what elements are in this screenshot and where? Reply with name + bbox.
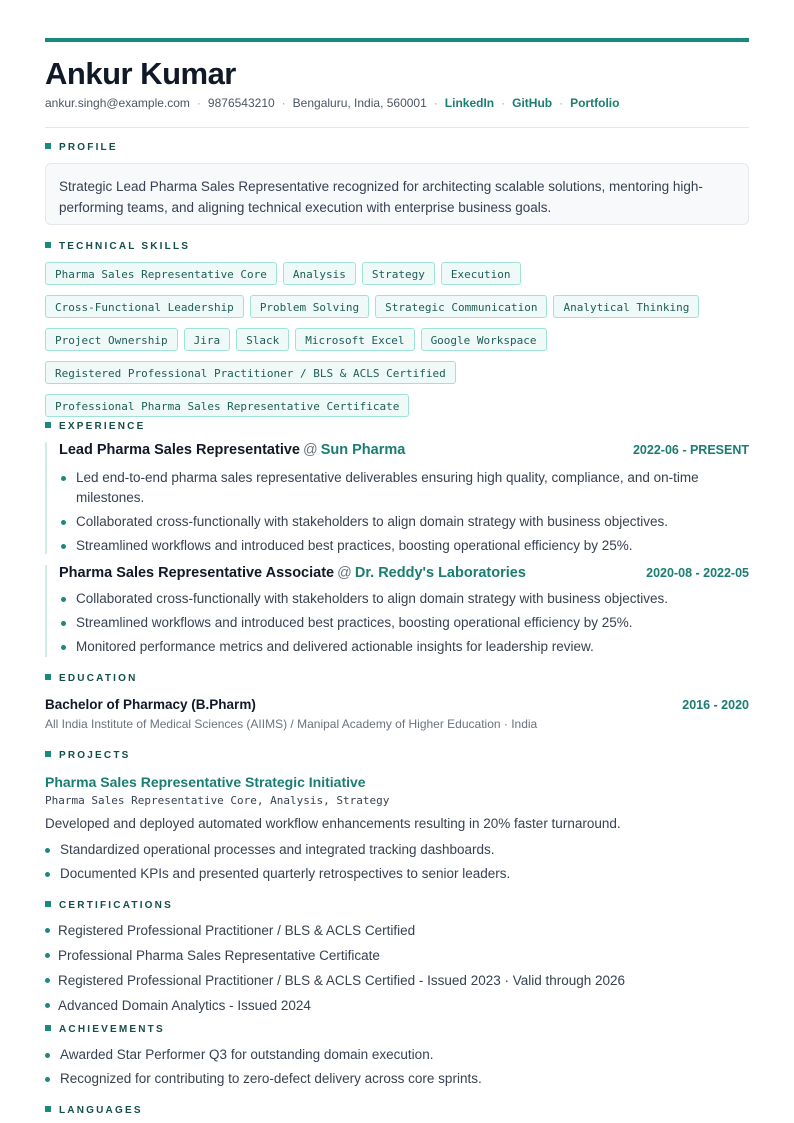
- company-name: Sun Pharma: [320, 442, 406, 458]
- section-title-profile: PROFILE: [45, 142, 118, 153]
- at-sign: @: [337, 565, 352, 581]
- certification-list: [58, 921, 625, 1021]
- separator: ·: [281, 96, 286, 110]
- square-bullet-icon: [45, 1025, 51, 1031]
- skill-chip: Microsoft Excel: [295, 328, 414, 351]
- square-bullet-icon: [45, 901, 51, 907]
- email[interactable]: ankur.singh@example.com: [45, 96, 190, 110]
- skill-chip: Cross-Functional Leadership: [45, 295, 244, 318]
- project-bullets: [60, 840, 510, 888]
- square-bullet-icon: [45, 751, 51, 757]
- list-item: Led end-to-end pharma sales representative deliverables ensuring high quality, compliance, and on-time milestones.: [76, 468, 736, 508]
- at-sign: @: [302, 442, 318, 458]
- skill-chip: Strategy: [362, 262, 435, 285]
- skill-chip: Strategic Communication: [375, 295, 547, 318]
- list-item: Streamlined workflows and introduced best practices, boosting operational efficiency by 25%.: [76, 613, 736, 633]
- list-item: Awarded Star Performer Q3 for outstanding domain execution.: [60, 1045, 482, 1065]
- section-title-languages: LANGUAGES: [45, 1105, 143, 1116]
- header-divider: [45, 127, 749, 128]
- list-item: Documented KPIs and presented quarterly retrospectives to senior leaders.: [60, 864, 510, 884]
- job-dates: 2022-06 - PRESENT: [632, 443, 749, 457]
- list-item: Standardized operational processes and integrated tracking dashboards.: [60, 840, 510, 860]
- profile-box: [45, 163, 749, 225]
- skill-chip: Pharma Sales Representative Core: [45, 262, 277, 285]
- job-dates: 2020-08 - 2022-05: [646, 566, 749, 580]
- skill-chip: Slack: [236, 328, 289, 351]
- separator: ·: [433, 96, 438, 110]
- section-title-experience: EXPERIENCE: [45, 421, 145, 432]
- job-bullets: [76, 468, 736, 560]
- skill-chip: Analytical Thinking: [553, 295, 699, 318]
- job-bullets: [76, 589, 736, 661]
- skills-list: [45, 262, 749, 417]
- separator: ·: [501, 96, 506, 110]
- school: All India Institute of Medical Sciences (AIIMS) / Manipal Academy of Higher Education · India: [45, 717, 538, 731]
- skill-chip: Analysis: [283, 262, 356, 285]
- skill-chip: Problem Solving: [250, 295, 369, 318]
- job-title: Pharma Sales Representative Associate: [59, 565, 335, 581]
- skill-chip: Google Workspace: [421, 328, 547, 351]
- section-title-achievements: ACHIEVEMENTS: [45, 1024, 165, 1035]
- candidate-name: Ankur Kumar: [45, 56, 236, 91]
- list-item: Collaborated cross-functionally with stakeholders to align domain strategy with business objectives.: [76, 512, 736, 532]
- skill-chip: Jira: [184, 328, 231, 351]
- job-title: Lead Pharma Sales Representative: [59, 442, 300, 458]
- list-item: Professional Pharma Sales Representative Certificate: [58, 946, 625, 966]
- profile-summary: Strategic Lead Pharma Sales Representative recognized for architecting scalable solutions, mentoring high-performing teams, and aligning technical execution with enterprise business goals.: [59, 179, 703, 215]
- job-heading: [59, 565, 526, 581]
- skill-chip: Professional Pharma Sales Representative Certificate: [45, 394, 409, 417]
- education-dates: 2016 - 2020: [682, 698, 749, 712]
- contact-line: [45, 96, 619, 110]
- degree: Bachelor of Pharmacy (B.Pharm): [45, 697, 256, 712]
- company-name: Dr. Reddy's Laboratories: [354, 565, 526, 581]
- job-heading: [59, 442, 405, 458]
- list-item: Streamlined workflows and introduced best practices, boosting operational efficiency by 25%.: [76, 536, 736, 556]
- project-tech: Pharma Sales Representative Core, Analysis, Strategy: [45, 794, 390, 807]
- square-bullet-icon: [45, 143, 51, 149]
- square-bullet-icon: [45, 422, 51, 428]
- project-description: Developed and deployed automated workflow enhancements resulting in 20% faster turnaround.: [45, 816, 621, 831]
- section-title-certifications: CERTIFICATIONS: [45, 900, 173, 911]
- project-title: Pharma Sales Representative Strategic Initiative: [45, 774, 366, 790]
- experience-entry: [45, 442, 749, 554]
- location: Bengaluru, India, 560001: [292, 96, 427, 110]
- section-title-projects: PROJECTS: [45, 750, 131, 761]
- square-bullet-icon: [45, 1106, 51, 1112]
- list-item: Recognized for contributing to zero-defect delivery across core sprints.: [60, 1069, 482, 1089]
- experience-entry: [45, 565, 749, 657]
- square-bullet-icon: [45, 674, 51, 680]
- list-item: Collaborated cross-functionally with stakeholders to align domain strategy with business objectives.: [76, 589, 736, 609]
- phone: 9876543210: [207, 96, 275, 110]
- skill-chip: Project Ownership: [45, 328, 178, 351]
- linkedin-link[interactable]: LinkedIn: [444, 96, 495, 110]
- list-item: Monitored performance metrics and delivered actionable insights for leadership review.: [76, 637, 736, 657]
- skill-chip: Registered Professional Practitioner / BLS & ACLS Certified: [45, 361, 456, 384]
- github-link[interactable]: GitHub: [512, 96, 553, 110]
- list-item: Registered Professional Practitioner / BLS & ACLS Certified: [58, 921, 625, 941]
- list-item: Advanced Domain Analytics - Issued 2024: [58, 996, 625, 1016]
- separator: ·: [559, 96, 564, 110]
- list-item: Registered Professional Practitioner / BLS & ACLS Certified - Issued 2023 · Valid through 2026: [58, 971, 625, 991]
- square-bullet-icon: [45, 242, 51, 248]
- portfolio-link[interactable]: Portfolio: [570, 96, 620, 110]
- separator: ·: [196, 96, 201, 110]
- section-title-skills: TECHNICAL SKILLS: [45, 241, 190, 252]
- achievement-list: [60, 1045, 482, 1093]
- section-title-education: EDUCATION: [45, 673, 138, 684]
- accent-bar: [45, 38, 749, 42]
- skill-chip: Execution: [441, 262, 521, 285]
